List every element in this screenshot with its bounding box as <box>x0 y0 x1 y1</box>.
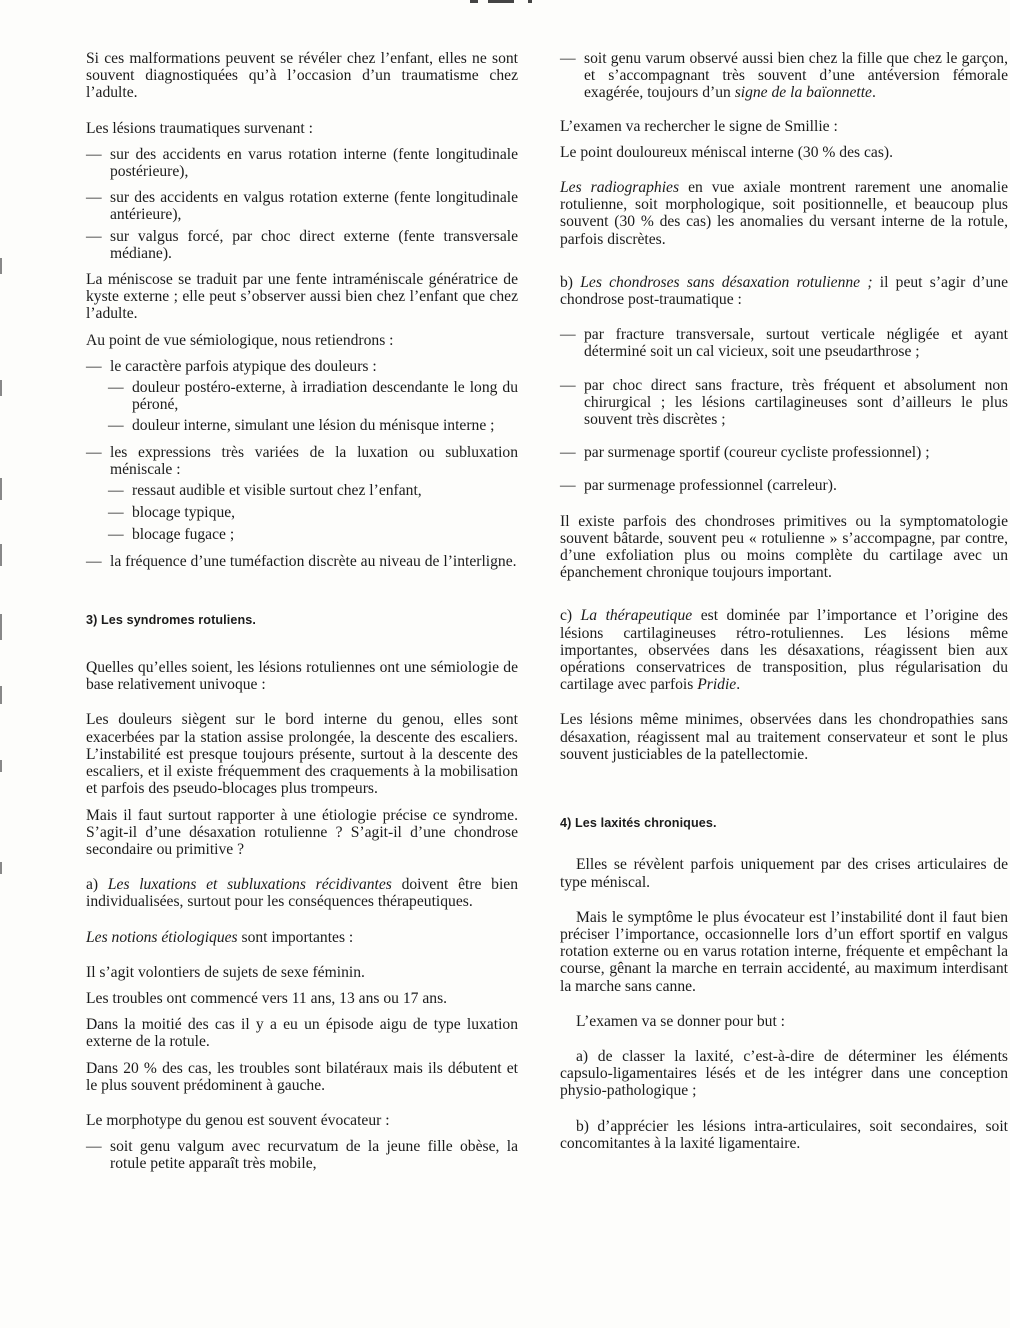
paragraph: Il existe parfois des chondroses primitives ou la symptomatologie souvent bâtarde, souvent peu « rotulienne » s’accompagne, par contre, d’une exfoliation plus ou moins complète du cartilage avec un épanchement chronique toujours important. <box>560 512 1008 582</box>
dash-marker: — <box>108 482 124 500</box>
paragraph: Les lésions même minimes, observées dans les chondropathies sans désaxation, réagissent mal au traitement conservateur et sont le plus souvent justiciables de la patellectomie. <box>560 711 1008 763</box>
right-column <box>560 50 1008 1161</box>
left-column <box>86 50 518 1173</box>
top-edge-mark <box>470 0 530 4</box>
dash-marker: — <box>86 552 102 570</box>
list-item: — sur valgus forcé, par choc direct externe (fente transversale médiane). <box>86 227 518 262</box>
paragraph: a) Les luxations et subluxations récidivantes doivent être bien individualisées, surtout pour les conséquences thérapeutiques. <box>86 876 519 911</box>
paragraph: Le point douloureux méniscal interne (30 % des cas). <box>560 143 893 161</box>
binding-edge-mark <box>0 686 2 704</box>
dash-marker: — <box>108 526 124 544</box>
paragraph: Mais il faut surtout rapporter à une étiologie précise ce syndrome. S’agit-il d’une désaxation rotulienne ? S’agit-il d’une chondrose secondaire ou primitive ? <box>86 806 518 858</box>
paragraph: Elles se révèlent parfois uniquement par des crises articulaires de type méniscal. <box>560 856 1008 891</box>
sub-list-item: — douleur postéro-externe, à irradiation descendante le long du péroné, <box>108 379 518 414</box>
list-item: — par surmenage sportif (coureur cycliste professionnel) ; <box>560 444 930 462</box>
dash-marker: — <box>108 417 124 435</box>
paragraph: b) d’apprécier les lésions intra-articulaires, soit secondaires, soit concomitantes à la laxité ligamentaire. <box>560 1117 1008 1152</box>
dash-marker: — <box>560 326 576 344</box>
sub-list-item: — douleur interne, simulant une lésion du ménisque interne ; <box>108 417 495 435</box>
dash-marker: — <box>560 477 576 495</box>
paragraph: La méniscose se traduit par une fente intraméniscale génératrice de kyste externe ; elle peut s’observer aussi bien chez l’enfant que chez l’adulte. <box>86 271 518 323</box>
list-item: — sur des accidents en valgus rotation externe (fente longitudinale antérieure), <box>86 189 518 224</box>
sub-list-item: — blocage fugace ; <box>108 526 235 544</box>
section-heading: 4) Les laxités chroniques. <box>560 816 717 831</box>
paragraph: b) Les chondroses sans désaxation rotulienne ; il peut s’agir d’une chondrose post-traumatique : <box>560 273 1008 309</box>
section-heading: 3) Les syndromes rotuliens. <box>86 612 256 627</box>
binding-edge-mark <box>0 478 2 500</box>
paragraph: Dans 20 % des cas, les troubles sont bilatéraux mais ils débutent et le plus souvent prédominent à gauche. <box>86 1059 518 1094</box>
sub-list-item: — ressaut audible et visible surtout chez l’enfant, <box>108 482 422 500</box>
paragraph: L’examen va rechercher le signe de Smillie : <box>560 117 838 135</box>
sub-list-item: — blocage typique, <box>108 504 236 522</box>
dash-marker: — <box>86 189 102 207</box>
paragraph: Dans la moitié des cas il y a eu un épisode aigu de type luxation externe de la rotule. <box>86 1016 518 1051</box>
list-item: — soit genu valgum avec recurvatum de la jeune fille obèse, la rotule petite apparaît très mobile, <box>86 1138 518 1173</box>
paragraph: Les notions étiologiques sont importantes : <box>86 928 354 946</box>
list-item: — la fréquence d’une tuméfaction discrète au niveau de l’interligne. <box>86 552 517 570</box>
paragraph: Au point de vue sémiologique, nous retiendrons : <box>86 331 394 349</box>
dash-marker: — <box>560 444 576 462</box>
paragraph: Les douleurs siègent sur le bord interne du genou, elles sont exacerbées par la station assise prolongée, la descente des escaliers. L’instabilité est presque toujours présente, surtout à la descente des escaliers, et il existe fréquemment des craquements à la mobilisation et parfois des pseudo-blocages plus trompeurs. <box>86 711 518 798</box>
binding-edge-mark <box>0 614 2 640</box>
binding-edge-mark <box>0 544 2 566</box>
list-item: — le caractère parfois atypique des douleurs : <box>86 357 377 375</box>
list-item: — par fracture transversale, surtout verticale négligée et ayant déterminé soit un cal vicieux, soit une pseudarthrose ; <box>560 326 1008 361</box>
binding-edge-mark <box>0 258 2 274</box>
list-item: — les expressions très variées de la luxation ou subluxation méniscale : <box>86 443 518 478</box>
paragraph: c) La thérapeutique est dominée par l’importance et l’origine des lésions cartilagineuses rétro-rotuliennes. Les lésions même importantes, observées dans les désaxations, réagissent bien aux opérations conservatrices de transposition, plus régularisation du cartilage avec parfois Pridie. <box>560 607 1009 694</box>
paragraph: a) de classer la laxité, c’est-à-dire de déterminer les éléments capsulo-ligamentaires lésés et de les intégrer dans une conception physio-pathologique ; <box>560 1047 1008 1100</box>
paragraph: Les lésions traumatiques survenant : <box>86 119 313 137</box>
dash-marker: — <box>86 145 102 163</box>
paragraph: L’examen va se donner pour but : <box>576 1012 786 1030</box>
list-item: — sur des accidents en varus rotation interne (fente longitudinale postérieure), <box>86 145 518 181</box>
dash-marker: — <box>560 376 576 394</box>
binding-edge-mark <box>0 760 2 772</box>
list-item: — par choc direct sans fracture, très fréquent et absolument non chirurgical ; les lésions cartilagineuses sont d’ailleurs le plus souvent très discrètes ; <box>560 376 1008 429</box>
dash-marker: — <box>108 504 124 522</box>
list-item: — soit genu varum observé aussi bien chez la fille que chez le garçon, et s’accompagnant très souvent d’une antéversion fémorale exagérée, toujours d’un signe de la baïonnette. <box>560 50 1008 102</box>
paragraph: Les radiographies en vue axiale montrent rarement une anomalie rotulienne, soit morphologique, soit positionnelle, et beaucoup plus souvent (30 % des cas) les anomalies du versant interne de la rotule, parfois discrètes. <box>560 179 1009 248</box>
dash-marker: — <box>86 443 102 461</box>
paragraph: Il s’agit volontiers de sujets de sexe féminin. <box>86 963 365 981</box>
binding-edge-mark <box>0 862 2 874</box>
dash-marker: — <box>86 357 102 375</box>
paragraph: Si ces malformations peuvent se révéler chez l’enfant, elles ne sont souvent diagnostiquées qu’à l’occasion d’un traumatisme chez l’adulte. <box>86 50 518 102</box>
dash-marker: — <box>86 1138 102 1156</box>
dash-marker: — <box>560 50 576 67</box>
paragraph: Les troubles ont commencé vers 11 ans, 13 ans ou 17 ans. <box>86 989 448 1007</box>
dash-marker: — <box>86 227 102 245</box>
dash-marker: — <box>108 379 124 397</box>
paragraph: Mais le symptôme le plus évocateur est l’instabilité dont il faut bien préciser l’importance, occasionnelle lors d’un effort sportif en valgus rotation externe ou en varus rotation interne, fréquente et empêchant la course, gênant la marche en terrain accidenté, au maximum interdisant la marche sans canne. <box>560 908 1008 995</box>
paragraph: Le morphotype du genou est souvent évocateur : <box>86 1111 390 1129</box>
paragraph: Quelles qu’elles soient, les lésions rotuliennes ont une sémiologie de base relativement univoque : <box>86 659 518 694</box>
binding-edge-mark <box>0 380 2 396</box>
list-item: — par surmenage professionnel (carreleur). <box>560 477 837 495</box>
